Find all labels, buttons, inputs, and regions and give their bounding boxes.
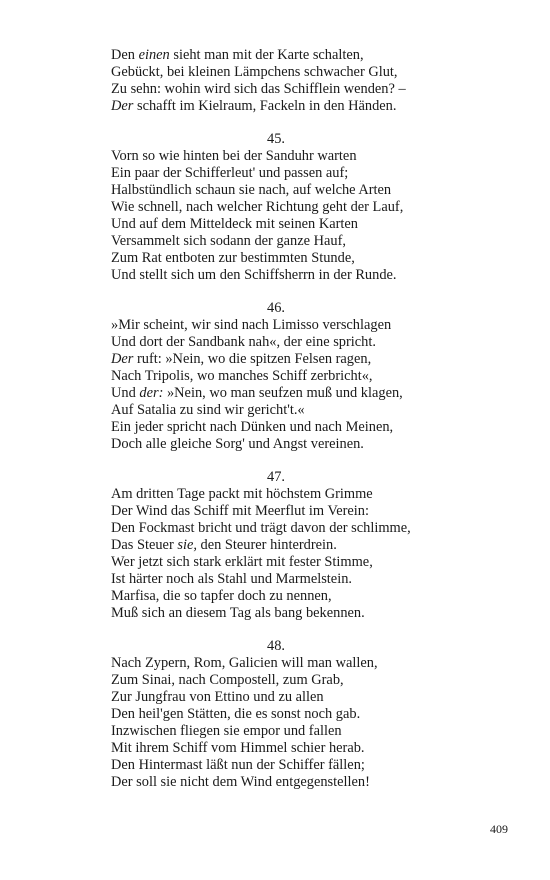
text-segment: »Nein, wo man seufzen muß und klagen, — [163, 385, 403, 401]
text-segment: Den — [111, 47, 139, 63]
verse-line — [111, 317, 441, 334]
text-segment: sieht man mit der Karte schalten, — [169, 47, 364, 63]
text-segment: Auf Satalia zu sind wir gericht't.« — [111, 402, 305, 418]
text-segment: Doch alle gleiche Sorg' und Angst vereinen. — [111, 436, 364, 452]
verse-line — [111, 503, 441, 520]
stanza-number: 47. — [267, 469, 285, 485]
verse-line — [111, 486, 441, 503]
text-segment: Vorn so wie hinten bei der Sanduhr warten — [111, 148, 357, 164]
text-segment: »Mir scheint, wir sind nach Limisso verschlagen — [111, 317, 392, 333]
italic-text: der: — [139, 385, 164, 401]
verse-line — [111, 98, 441, 115]
text-segment: Das Steuer — [111, 537, 178, 553]
verse-line — [111, 571, 441, 588]
verse-line — [111, 436, 441, 453]
stanza — [111, 131, 441, 284]
text-segment: Der Wind das Schiff mit Meerflut im Verein: — [111, 503, 370, 519]
verse-line — [111, 520, 441, 537]
verse-line — [111, 655, 441, 672]
text-segment: Den heil'gen Stätten, die es sonst noch gab. — [111, 706, 361, 722]
text-segment: Wer jetzt sich stark erklärt mit fester Stimme, — [111, 554, 373, 570]
text-segment: Zum Rat entboten zur bestimmten Stunde, — [111, 250, 355, 266]
verse-line — [111, 165, 441, 182]
text-segment: Halbstündlich schaun sie nach, auf welche Arten — [111, 182, 392, 198]
text-segment: Den Fockmast bricht und trägt davon der schlimme, — [111, 520, 411, 536]
text-segment: Marfisa, die so tapfer doch zu nennen, — [111, 588, 332, 604]
verse-line — [111, 554, 441, 571]
verse-line — [111, 672, 441, 689]
text-segment: Mit ihrem Schiff vom Himmel schier herab. — [111, 740, 365, 756]
verse-line — [111, 267, 441, 284]
text-segment: Und auf dem Mitteldeck mit seinen Karten — [111, 216, 358, 232]
italic-text: einen — [138, 47, 170, 63]
stanza — [111, 47, 441, 115]
text-segment: Zur Jungfrau von Ettino und zu allen — [111, 689, 324, 705]
stanza-number: 48. — [267, 638, 285, 654]
italic-text: Der — [111, 351, 134, 367]
text-segment: schafft im Kielraum, Fackeln in den Händen. — [133, 98, 397, 114]
verse-line — [111, 64, 441, 81]
text-segment: Nach Tripolis, wo manches Schiff zerbricht«, — [111, 368, 373, 384]
verse-line — [111, 250, 441, 267]
verse-line — [111, 182, 441, 199]
verse-line — [111, 689, 441, 706]
stanza — [111, 638, 441, 791]
verse-line — [111, 740, 441, 757]
text-segment: Ein jeder spricht nach Dünken und nach Meinen, — [111, 419, 394, 435]
verse-line — [111, 605, 441, 622]
stanza-number: 45. — [267, 131, 285, 147]
verse-line — [111, 368, 441, 385]
verse-line — [111, 588, 441, 605]
text-segment: Und — [111, 385, 140, 401]
page-number: 409 — [490, 822, 508, 836]
text-segment: Zu sehn: wohin wird sich das Schifflein wenden? – — [111, 81, 406, 97]
text-segment: Inzwischen fliegen sie empor und fallen — [111, 723, 342, 739]
verse-line — [111, 199, 441, 216]
italic-text: Der — [111, 98, 134, 114]
text-segment: Zum Sinai, nach Compostell, zum Grab, — [111, 672, 344, 688]
text-segment: Ist härter noch als Stahl und Marmelstein. — [111, 571, 352, 587]
text-segment: ruft: »Nein, wo die spitzen Felsen ragen, — [133, 351, 372, 367]
italic-text: sie, — [177, 537, 197, 553]
text-segment: Und stellt sich um den Schiffsherrn in der Runde. — [111, 267, 397, 283]
verse-line — [111, 774, 441, 791]
verse-line — [111, 81, 441, 98]
text-segment: Muß sich an diesem Tag als bang bekennen. — [111, 605, 365, 621]
verse-line — [111, 148, 441, 165]
text-segment: Am dritten Tage packt mit höchstem Grimme — [111, 486, 373, 502]
verse-line — [111, 402, 441, 419]
verse-line — [111, 216, 441, 233]
stanza — [111, 469, 441, 622]
text-segment: Wie schnell, nach welcher Richtung geht der Lauf, — [111, 199, 404, 215]
text-segment: Den Hintermast läßt nun der Schiffer fällen; — [111, 757, 365, 773]
page-body — [111, 47, 441, 807]
verse-line — [111, 47, 441, 64]
text-segment: Der soll sie nicht dem Wind entgegenstellen! — [111, 774, 370, 790]
text-segment: Und dort der Sandbank nah«, der eine spricht. — [111, 334, 376, 350]
verse-line — [111, 351, 441, 368]
text-segment: den Steurer hinterdrein. — [196, 537, 337, 553]
verse-line — [111, 233, 441, 250]
text-segment: Nach Zypern, Rom, Galicien will man wallen, — [111, 655, 378, 671]
text-segment: Ein paar der Schifferleut' und passen auf; — [111, 165, 349, 181]
verse-line — [111, 757, 441, 774]
verse-line — [111, 385, 441, 402]
verse-line — [111, 419, 441, 436]
text-segment: Gebückt, bei kleinen Lämpchens schwacher Glut, — [111, 64, 398, 80]
verse-line — [111, 723, 441, 740]
stanza-number: 46. — [267, 300, 285, 316]
verse-line — [111, 334, 441, 351]
stanza — [111, 300, 441, 453]
verse-line — [111, 706, 441, 723]
text-segment: Versammelt sich sodann der ganze Hauf, — [111, 233, 346, 249]
verse-line — [111, 537, 441, 554]
